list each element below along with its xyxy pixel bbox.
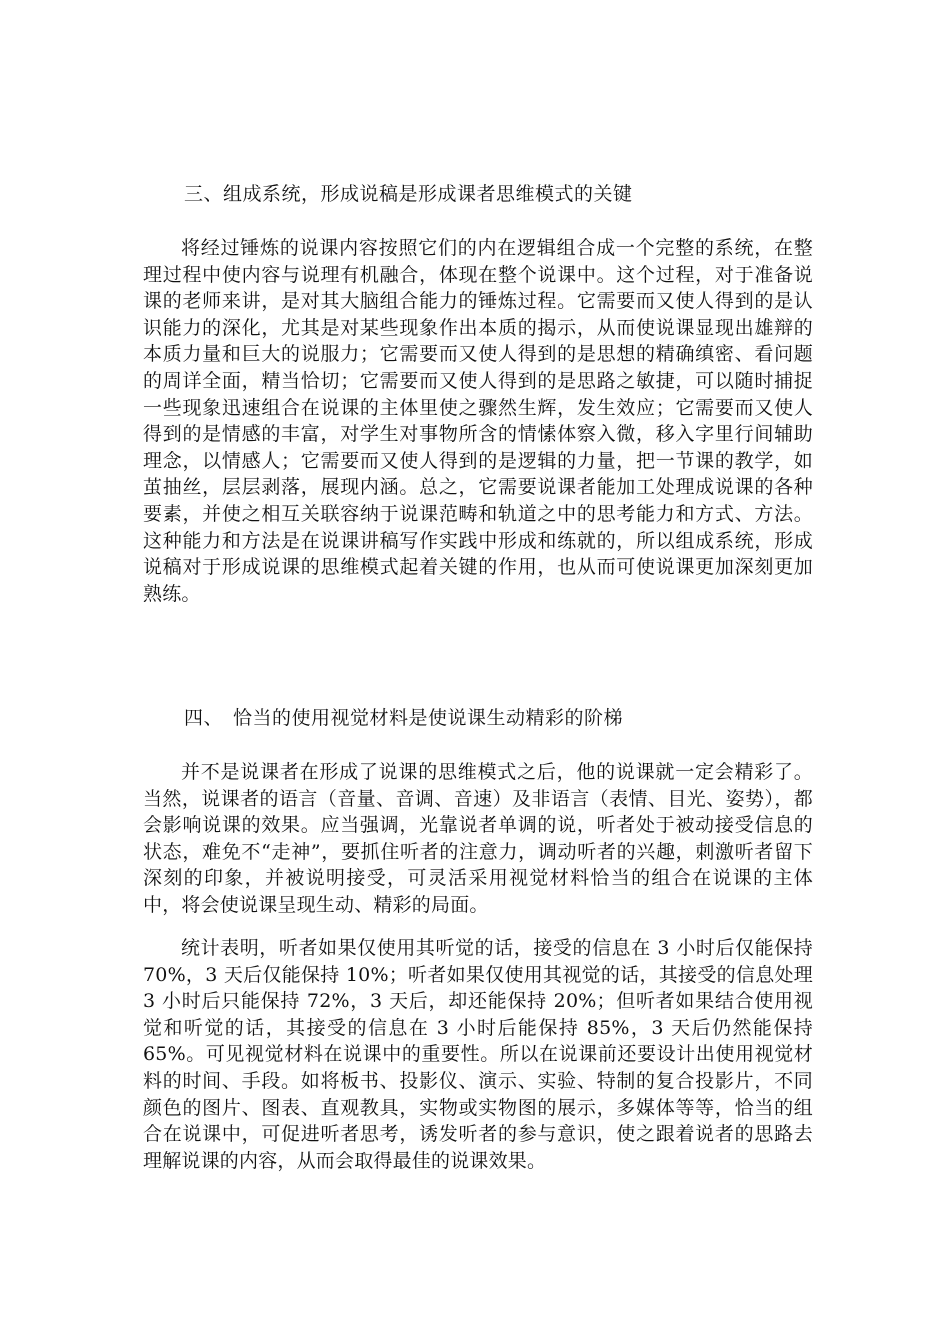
section-3-heading: 三、组成系统，形成说稿是形成课者思维模式的关键 — [184, 183, 633, 205]
section-4-heading: 四、 恰当的使用视觉材料是使说课生动精彩的阶梯 — [184, 707, 624, 729]
section-4-paragraph-2: 统计表明，听者如果仅使用其听觉的话，接受的信息在 3 小时后仅能保持 70%，3 天后仅能保持 10%；听者如果仅使用其视觉的话，其接受的信息处理 3 小时后只能保持 72%，3 天后，却还能保持 20%；但听者如果结合使用视觉和听觉的话，其接受的信息在 3 小时后能保持 85%，3 天后仍然能保持 65%。可见视觉材料在说课中的重要性。所以在说课前还要设计出使用视觉材料的时间、手段。如将板书、投影仪、演示、实验、特制的复合投影片，不同颜色的图片、图表、直观教具，实物或实物图的展示，多媒体等等，恰当的组合在说课中，可促进听者思考，诱发听者的参与意识，使之跟着说者的思路去理解说课的内容，从而会取得最佳的说课效果。 — [143, 937, 813, 1172]
section-3-paragraph-1: 将经过锤炼的说课内容按照它们的内在逻辑组合成一个完整的系统，在整理过程中使内容与说理有机融合，体现在整个说课中。这个过程，对于准备说课的老师来讲，是对其大脑组合能力的锤炼过程。它需要而又使人得到的是认识能力的深化，尤其是对某些现象作出本质的揭示，从而使说课显现出雄辩的本质力量和巨大的说服力；它需要而又使人得到的是思想的精确缜密、看问题的周详全面，精当恰切；它需要而又使人得到的是思路之敏捷，可以随时捕捉一些现象迅速组合在说课的主体里使之骤然生辉，发生效应；它需要而又使人得到的是情感的丰富，对学生对事物所含的情愫体察入微，移入字里行间辅助理念，以情感人；它需要而又使人得到的是逻辑的力量，把一节课的教学，如茧抽丝，层层剥落，展现内涵。总之，它需要说课者能加工处理成说课的各种要素，并使之相互关联容纳于说课范畴和轨道之中的思考能力和方式、方法。这种能力和方法是在说课讲稿写作实践中形成和练就的，所以组成系统，形成说稿对于形成说课的思维模式起着关键的作用，也从而可使说课更加深刻更加熟练。 — [143, 237, 813, 605]
section-4-paragraph-1: 并不是说课者在形成了说课的思维模式之后，他的说课就一定会精彩了。当然，说课者的语言（音量、音调、音速）及非语言（表情、目光、姿势），都会影响说课的效果。应当强调，光靠说者单调的说，听者处于被动接受信息的状态，难免不“走神”，要抓住听者的注意力，调动听者的兴趣，刺激听者留下深刻的印象，并被说明接受，可灵活采用视觉材料恰当的组合在说课的主体中，将会使说课呈现生动、精彩的局面。 — [143, 761, 813, 916]
